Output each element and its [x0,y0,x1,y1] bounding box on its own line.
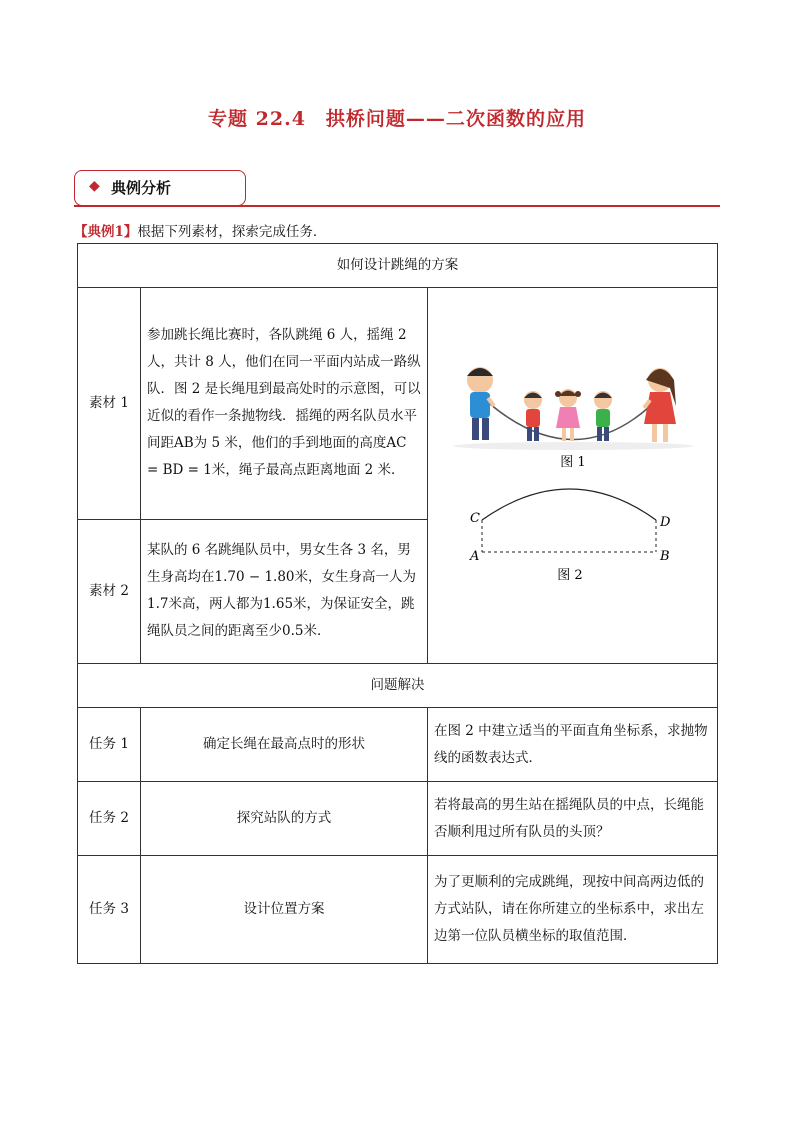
point-c-label: C [470,511,480,526]
figure-cell [428,288,718,664]
figures-svg [428,288,718,663]
point-a-label: A [470,549,480,564]
task3-desc: 为了更顺利的完成跳绳，现按中间高两边低的方式站队，请在你所建立的坐标系中，求出左边第一位队员横坐标的取值范围． [428,856,718,964]
material1-text: 参加跳长绳比赛时，各队跳绳 6 人，摇绳 2 人，共计 8 人，他们在同一平面内站成一路纵队．图 2 是长绳甩到最高处时的示意图，可以近似的看作一条抛物线．摇绳的两名队员水平间距AB为 5 米，他们的手到地面的高度AC = BD = 1米，绳子最高点距离地面 2 米． [141,288,428,520]
task1-label: 任务 1 [78,708,141,782]
parabola-diagram [482,489,656,552]
section-divider [74,205,720,207]
material2-label: 素材 2 [78,519,141,663]
material2-text: 某队的 6 名跳绳队员中，男女生各 3 名，男生身高均在1.70 − 1.80米，女生身高一人为1.7米高，两人都为1.65米，为保证安全，跳绳队员之间的距离至少0.5米． [141,519,428,663]
example-intro [74,220,326,240]
jump-rope-illustration [453,367,693,450]
task1-desc: 在图 2 中建立适当的平面直角坐标系，求抛物线的函数表达式． [428,708,718,782]
task3-name: 设计位置方案 [141,856,428,964]
material1-label: 素材 1 [78,288,141,520]
task1-name: 确定长绳在最高点时的形状 [141,708,428,782]
point-b-label: B [660,549,670,564]
example-text: 根据下列素材，探索完成任务． [137,224,327,240]
fig1-caption: 图 1 [560,455,586,470]
point-d-label: D [660,515,671,530]
task2-name: 探究站队的方式 [141,782,428,856]
section-label: 典例分析 [111,179,172,197]
example-tag: 【典例1】 [74,224,138,240]
task2-desc: 若将最高的男生站在摇绳队员的中点，长绳能否顺利甩过所有队员的头顶？ [428,782,718,856]
table-header: 如何设计跳绳的方案 [78,244,718,288]
section-header [74,170,246,206]
page-title: 专题 22.4 拱桥问题——二次函数的应用 [208,108,586,130]
fig2-caption: 图 2 [557,568,583,583]
task3-label: 任务 3 [78,856,141,964]
problem-table [77,243,718,964]
task2-label: 任务 2 [78,782,141,856]
diamond-icon: ◆ [89,178,100,194]
problem-header: 问题解决 [78,664,718,708]
